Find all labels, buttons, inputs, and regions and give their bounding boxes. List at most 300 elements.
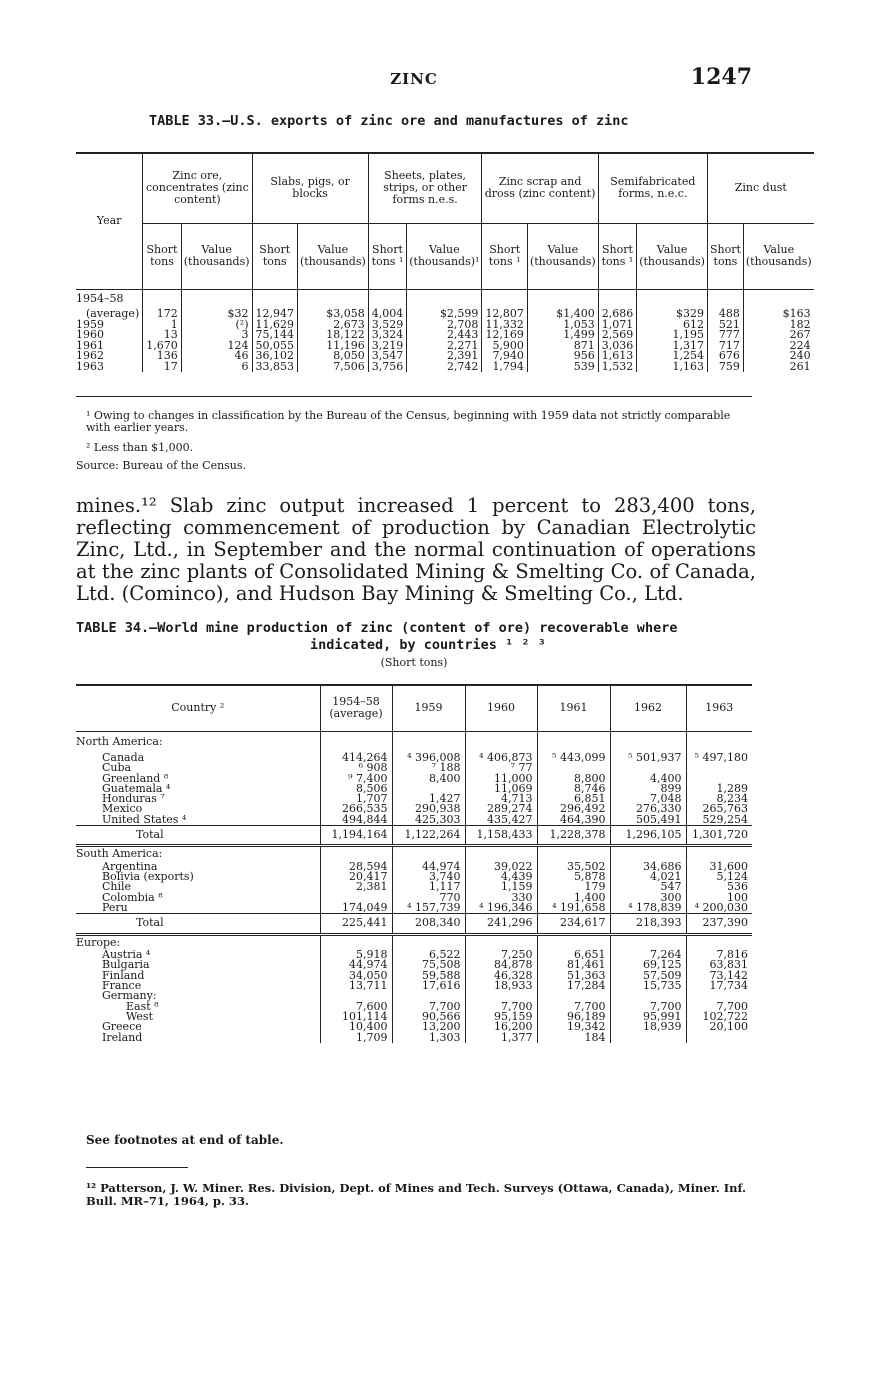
table-34-caption-2: indicated, by countries ¹ ² ³ (310, 637, 546, 653)
year-cell: 1961 (76, 338, 104, 352)
value-cell (465, 731, 537, 753)
group-header: Semifabricated forms, n.e.c. (598, 153, 707, 223)
group-header: Sheets, plates, strips, or other forms n.e.s. (368, 153, 482, 223)
value-cell: 100 (686, 893, 752, 903)
year-header: 1962 (610, 685, 686, 731)
country-cell: Argentina (102, 859, 158, 873)
value-cell: 18,933 (465, 981, 537, 991)
value-cell: 464,390 (537, 815, 610, 826)
country-cell: United States ⁴ (102, 812, 187, 826)
value-cell: 770 (392, 893, 465, 903)
value-cell: 5,124 (686, 872, 752, 882)
year-header: 1960 (465, 685, 537, 731)
value-cell: 899 (610, 784, 686, 794)
value-cell: ⁹ 7,400 (320, 774, 392, 784)
value-cell: 237,390 (686, 914, 752, 934)
value-cell: 1,532 (598, 362, 637, 373)
value-cell: 57,509 (610, 971, 686, 981)
value-cell: ⁴ 178,839 (610, 903, 686, 914)
value-cell (368, 289, 407, 309)
value-cell: 6 (181, 362, 252, 373)
value-cell: 759 (707, 362, 743, 373)
country-cell: France (102, 979, 142, 993)
country-cell: Finland (102, 968, 145, 982)
value-cell: 7,700 (465, 1002, 537, 1012)
column-subheader: Short tons ¹ (368, 223, 407, 289)
country-cell: Germany: (102, 989, 157, 1003)
value-cell: 7,600 (320, 1002, 392, 1012)
value-cell (320, 731, 392, 753)
country-header: Country ² (171, 701, 225, 715)
year-cell: 1959 (76, 317, 104, 331)
value-cell: 208,340 (392, 914, 465, 934)
value-cell (686, 731, 752, 753)
value-cell: 1,163 (637, 362, 708, 373)
value-cell: 184 (537, 1033, 610, 1043)
value-cell: 241,296 (465, 914, 537, 934)
value-cell: 17 (143, 362, 182, 373)
value-cell: 2,686 (598, 309, 637, 320)
value-cell (686, 1033, 752, 1043)
value-cell: 6,522 (392, 950, 465, 960)
value-cell: 3,324 (368, 330, 407, 341)
total-row (76, 914, 752, 934)
country-cell: Bulgaria (102, 958, 150, 972)
value-cell: 7,506 (298, 362, 369, 373)
value-cell: 4,004 (368, 309, 407, 320)
value-cell: 1,228,378 (537, 826, 610, 846)
country-cell: Chile (102, 880, 132, 894)
value-cell: 1,499 (527, 330, 598, 341)
value-cell (707, 289, 743, 309)
value-cell: 11,332 (482, 320, 528, 331)
value-cell: 267 (743, 330, 813, 341)
value-cell: 101,114 (320, 1012, 392, 1022)
value-cell: ⁴ 157,739 (392, 903, 465, 914)
value-cell: 5,918 (320, 950, 392, 960)
value-cell: 17,734 (686, 981, 752, 991)
column-subheader: Value (thousands)¹ (407, 223, 482, 289)
value-cell: 28,594 (320, 862, 392, 872)
value-cell: 871 (527, 341, 598, 352)
value-cell: 4,713 (465, 794, 537, 804)
value-cell: 3,036 (598, 341, 637, 352)
value-cell (686, 763, 752, 773)
value-cell: 13 (143, 330, 182, 341)
value-cell: 8,800 (537, 774, 610, 784)
value-cell: 1,195 (637, 330, 708, 341)
value-cell: 265,763 (686, 804, 752, 814)
year-header: 1963 (686, 685, 752, 731)
country-cell: Honduras ⁷ (102, 792, 165, 806)
value-cell: 50,055 (252, 341, 298, 352)
column-subheader: Value (thousands) (637, 223, 708, 289)
value-cell: 4,439 (465, 872, 537, 882)
country-cell: Canada (102, 751, 145, 764)
value-cell (610, 731, 686, 753)
running-header (76, 64, 752, 90)
value-cell: $2,599 (407, 309, 482, 320)
value-cell: 36,102 (252, 351, 298, 362)
value-cell: 1,670 (143, 341, 182, 352)
table-row (76, 872, 752, 882)
table-33 (76, 152, 814, 372)
country-cell: West (126, 1009, 153, 1023)
column-subheader: Value (thousands) (743, 223, 813, 289)
value-cell: 8,234 (686, 794, 752, 804)
value-cell: ⁵ 443,099 (537, 753, 610, 763)
value-cell: ⁵ 497,180 (686, 753, 752, 763)
value-cell: 136 (143, 351, 182, 362)
value-cell: 16,200 (465, 1022, 537, 1032)
value-cell: 8,050 (298, 351, 369, 362)
value-cell: 7,700 (537, 1002, 610, 1012)
table-row (76, 1022, 752, 1032)
country-cell: North America: (76, 735, 163, 749)
value-cell (143, 289, 182, 309)
value-cell: 46,328 (465, 971, 537, 981)
value-cell: 1,303 (392, 1033, 465, 1043)
value-cell: 1,400 (537, 893, 610, 903)
value-cell: 3,219 (368, 341, 407, 352)
value-cell: 505,491 (610, 815, 686, 826)
country-cell: Peru (102, 901, 128, 915)
country-cell: Greece (102, 1020, 142, 1034)
value-cell: 266,535 (320, 804, 392, 814)
value-cell: 494,844 (320, 815, 392, 826)
value-cell: 296,492 (537, 804, 610, 814)
value-cell: 15,735 (610, 981, 686, 991)
value-cell: 225,441 (320, 914, 392, 934)
value-cell: 1,053 (527, 320, 598, 331)
value-cell: 13,711 (320, 981, 392, 991)
value-cell: ⁵ 501,937 (610, 753, 686, 763)
value-cell: 1,122,264 (392, 826, 465, 846)
value-cell: 300 (610, 893, 686, 903)
year-cell: 1962 (76, 349, 104, 362)
value-cell: (²) (181, 320, 252, 331)
body-paragraph: mines.¹² Slab zinc output increased 1 percent to 283,400 tons, reflecting commencement of production by Canadian Electrolytic Zinc, Ltd., in September and the normal continuation of operations at the zinc plants of Consolidated Mining & Smelting Co. of Canada, Ltd. (Cominco), and Hudson Bay Mining & Smelting Co., Ltd. (76, 494, 756, 605)
country-cell: Colombia ⁸ (102, 890, 163, 904)
country-cell: Cuba (102, 761, 132, 775)
value-cell (407, 289, 482, 309)
value-cell: 13,200 (392, 1022, 465, 1032)
value-cell: 1,158,433 (465, 826, 537, 846)
value-cell: 4,400 (610, 774, 686, 784)
value-cell: $32 (181, 309, 252, 320)
value-cell: 1,427 (392, 794, 465, 804)
value-cell: 10,400 (320, 1022, 392, 1032)
value-cell: 2,708 (407, 320, 482, 331)
group-header: Zinc ore, concentrates (zinc content) (143, 153, 252, 223)
value-cell: 18,939 (610, 1022, 686, 1032)
value-cell: 7,816 (686, 950, 752, 960)
year-cell: 1954–58 (76, 292, 124, 305)
value-cell: 956 (527, 351, 598, 362)
value-cell: 6,851 (537, 794, 610, 804)
table-row (76, 981, 752, 991)
value-cell: 8,506 (320, 784, 392, 794)
value-cell: 717 (707, 341, 743, 352)
value-cell: 1,254 (637, 351, 708, 362)
column-subheader: Value (thousands) (181, 223, 252, 289)
value-cell: 435,427 (465, 815, 537, 826)
footnote-rule (86, 1167, 188, 1168)
value-cell: 75,508 (392, 960, 465, 970)
country-cell: Mexico (102, 802, 143, 816)
table-33-rule (76, 396, 752, 397)
year-header: 1954–58 (average) (320, 685, 392, 731)
value-cell: 19,342 (537, 1022, 610, 1032)
value-cell: $3,058 (298, 309, 369, 320)
value-cell: 7,700 (392, 1002, 465, 1012)
value-cell: 12,169 (482, 330, 528, 341)
table-34-units: (Short tons) (380, 656, 448, 669)
table-34 (76, 684, 752, 1043)
value-cell: 73,142 (686, 971, 752, 981)
value-cell: 17,284 (537, 981, 610, 991)
column-subheader: Value (thousands) (527, 223, 598, 289)
footnote: ² Less than $1,000. (86, 441, 194, 454)
country-cell: Guatemala ⁴ (102, 781, 171, 795)
value-cell: 81,461 (537, 960, 610, 970)
value-cell: ⁷ 188 (392, 763, 465, 773)
value-cell: 218,393 (610, 914, 686, 934)
value-cell: ⁴ 191,658 (537, 903, 610, 914)
value-cell: 1,377 (465, 1033, 537, 1043)
table-row (76, 1033, 752, 1043)
year-cell: 1963 (76, 359, 104, 373)
value-cell: 31,600 (686, 862, 752, 872)
column-subheader: Short tons ¹ (598, 223, 637, 289)
group-header: Slabs, pigs, or blocks (252, 153, 368, 223)
year-header: Year (96, 214, 122, 228)
value-cell: 172 (143, 309, 182, 320)
value-cell: 3,756 (368, 362, 407, 373)
value-cell: 261 (743, 362, 813, 373)
value-cell: 8,400 (392, 774, 465, 784)
value-cell: ⁴ 406,873 (465, 753, 537, 763)
value-cell: 18,122 (298, 330, 369, 341)
country-cell: Europe: (76, 935, 121, 949)
value-cell: 539 (527, 362, 598, 373)
value-cell: 7,264 (610, 950, 686, 960)
value-cell: 7,048 (610, 794, 686, 804)
value-cell: 34,050 (320, 971, 392, 981)
country-cell: East ⁸ (126, 999, 159, 1013)
value-cell: 95,159 (465, 1012, 537, 1022)
value-cell: 2,742 (407, 362, 482, 373)
running-title: ZINC (390, 70, 438, 88)
value-cell: 1,071 (598, 320, 637, 331)
value-cell: 34,686 (610, 862, 686, 872)
value-cell: 4,021 (610, 872, 686, 882)
value-cell: 3 (181, 330, 252, 341)
value-cell: 33,853 (252, 362, 298, 373)
value-cell: 488 (707, 309, 743, 320)
value-cell: 425,303 (392, 815, 465, 826)
value-cell: 676 (707, 351, 743, 362)
value-cell: 1,794 (482, 362, 528, 373)
value-cell (537, 731, 610, 753)
value-cell: 12,947 (252, 309, 298, 320)
value-cell (482, 289, 528, 309)
column-subheader: Short tons (143, 223, 182, 289)
value-cell: 11,196 (298, 341, 369, 352)
value-cell: 11,629 (252, 320, 298, 331)
value-cell: 1,709 (320, 1033, 392, 1043)
country-cell: Ireland (102, 1030, 143, 1044)
country-cell: Austria ⁴ (102, 948, 151, 962)
section-header-row (76, 731, 752, 753)
value-cell: 1,289 (686, 784, 752, 794)
year-header: 1959 (392, 685, 465, 731)
value-cell: 224 (743, 341, 813, 352)
year-cell: 1960 (76, 328, 104, 341)
value-cell (527, 289, 598, 309)
column-subheader: Value (thousands) (298, 223, 369, 289)
value-cell: 2,569 (598, 330, 637, 341)
value-cell: 90,566 (392, 1012, 465, 1022)
value-cell: 234,617 (537, 914, 610, 934)
value-cell: $1,400 (527, 309, 598, 320)
country-cell: Total (136, 916, 164, 930)
value-cell: 1,159 (465, 882, 537, 892)
value-cell: 414,264 (320, 753, 392, 763)
country-cell: Bolivia (exports) (102, 870, 194, 884)
value-cell (637, 289, 708, 309)
value-cell: 7,700 (686, 1002, 752, 1012)
value-cell: 51,363 (537, 971, 610, 981)
table-row (76, 815, 752, 826)
value-cell: 1,117 (392, 882, 465, 892)
country-cell: Greenland ⁸ (102, 771, 169, 785)
value-cell: 3,529 (368, 320, 407, 331)
value-cell: 1,317 (637, 341, 708, 352)
value-cell: 1,301,720 (686, 826, 752, 846)
value-cell: 6,651 (537, 950, 610, 960)
footnote-12: ¹² Patterson, J. W. Miner. Res. Division, Dept. of Mines and Tech. Surveys (Ottawa, Canada), Miner. Inf. Bull. MR–71, 1964, p. 33. (86, 1181, 746, 1208)
table-row (76, 882, 752, 892)
value-cell: 102,722 (686, 1012, 752, 1022)
footnote: ¹ Owing to changes in classification by the Bureau of the Census, beginning with 1959 data not strictly comparable with earlier years. (86, 409, 731, 434)
value-cell: 529,254 (686, 815, 752, 826)
value-cell: 11,069 (465, 784, 537, 794)
value-cell: 290,938 (392, 804, 465, 814)
value-cell: 3,547 (368, 351, 407, 362)
value-cell: 2,271 (407, 341, 482, 352)
column-subheader: Short tons ¹ (482, 223, 528, 289)
group-header: Zinc dust (707, 153, 813, 223)
value-cell (610, 1033, 686, 1043)
value-cell: 11,000 (465, 774, 537, 784)
source-note: Source: Bureau of the Census. (76, 459, 247, 472)
page-number: 1247 (690, 64, 752, 90)
value-cell: 95,991 (610, 1012, 686, 1022)
value-cell: 96,189 (537, 1012, 610, 1022)
column-subheader: Short tons (252, 223, 298, 289)
value-cell: ⁶ 908 (320, 763, 392, 773)
value-cell: 1,613 (598, 351, 637, 362)
value-cell: ⁴ 196,346 (465, 903, 537, 914)
value-cell (598, 289, 637, 309)
value-cell: 276,330 (610, 804, 686, 814)
value-cell: 521 (707, 320, 743, 331)
value-cell: 44,974 (392, 862, 465, 872)
value-cell: 179 (537, 882, 610, 892)
value-cell (743, 289, 813, 309)
country-cell: Total (136, 828, 164, 842)
value-cell: 124 (181, 341, 252, 352)
value-cell: $163 (743, 309, 813, 320)
value-cell: 35,502 (537, 862, 610, 872)
value-cell: 547 (610, 882, 686, 892)
value-cell: 536 (686, 882, 752, 892)
value-cell (252, 289, 298, 309)
value-cell: 39,022 (465, 862, 537, 872)
value-cell: 1,296,105 (610, 826, 686, 846)
see-footnotes-note: See footnotes at end of table. (86, 1133, 284, 1147)
column-subheader: Short tons (707, 223, 743, 289)
total-row (76, 826, 752, 846)
value-cell: 7,940 (482, 351, 528, 362)
value-cell: 7,250 (465, 950, 537, 960)
table-row (76, 362, 814, 373)
value-cell (181, 289, 252, 309)
value-cell: 20,417 (320, 872, 392, 882)
country-cell: South America: (76, 847, 163, 861)
value-cell: 84,878 (465, 960, 537, 970)
value-cell: 5,878 (537, 872, 610, 882)
value-cell: ⁴ 396,008 (392, 753, 465, 763)
value-cell: 1,194,164 (320, 826, 392, 846)
value-cell: 5,900 (482, 341, 528, 352)
value-cell: $329 (637, 309, 708, 320)
value-cell: 17,616 (392, 981, 465, 991)
value-cell: 777 (707, 330, 743, 341)
value-cell: 182 (743, 320, 813, 331)
year-header: 1961 (537, 685, 610, 731)
value-cell: 63,831 (686, 960, 752, 970)
value-cell: 2,381 (320, 882, 392, 892)
group-header: Zinc scrap and dross (zinc content) (482, 153, 598, 223)
value-cell: ⁷ 77 (465, 763, 537, 773)
value-cell: 330 (465, 893, 537, 903)
value-cell: 174,049 (320, 903, 392, 914)
value-cell (298, 289, 369, 309)
value-cell: 240 (743, 351, 813, 362)
value-cell: 2,673 (298, 320, 369, 331)
value-cell: 3,740 (392, 872, 465, 882)
value-cell: 44,974 (320, 960, 392, 970)
value-cell: 289,274 (465, 804, 537, 814)
value-cell: 2,443 (407, 330, 482, 341)
table-row (76, 903, 752, 914)
value-cell: 8,746 (537, 784, 610, 794)
value-cell: 1 (143, 320, 182, 331)
table-row (76, 753, 752, 763)
table-row (76, 289, 814, 309)
table-34-caption-1: TABLE 34.—World mine production of zinc (content of ore) recoverable where (76, 620, 678, 636)
value-cell: 46 (181, 351, 252, 362)
value-cell: 12,807 (482, 309, 528, 320)
value-cell: 2,391 (407, 351, 482, 362)
table-row (76, 774, 752, 784)
value-cell (392, 731, 465, 753)
value-cell: 59,588 (392, 971, 465, 981)
value-cell: 612 (637, 320, 708, 331)
table-33-caption: TABLE 33.—U.S. exports of zinc ore and manufactures of zinc (149, 113, 629, 129)
